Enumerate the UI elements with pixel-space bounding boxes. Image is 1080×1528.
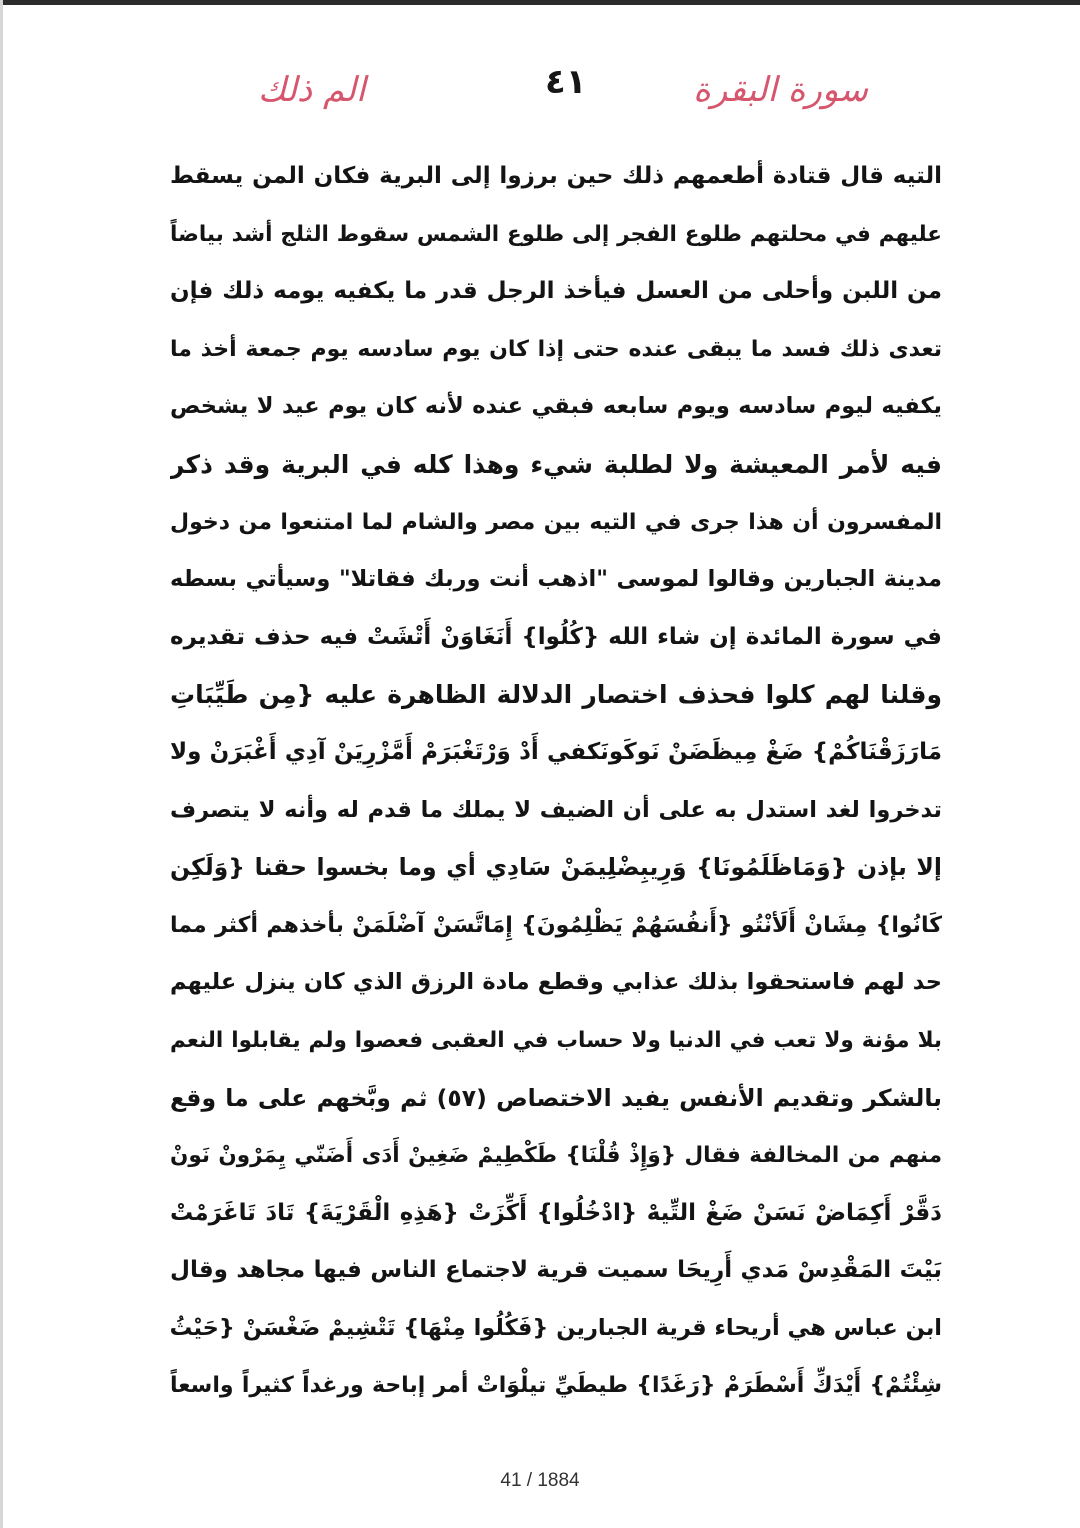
- text-line: شِئْتُمْ} أَيْدَكِّ أَسْطَرَمْ {رَغَدًا} طيطَيِّ تيلْوَاتْ أمر إباحة ورغداً كثيراً واسعاً: [170, 1373, 942, 1399]
- text-line: حد لهم فاستحقوا بذلك عذابي وقطع مادة الرزق الذي كان ينزل عليهم: [170, 969, 942, 996]
- text-line: تعدى ذلك فسد ما يبقى عنده حتى إذا كان يوم سادسه يوم جمعة أخذ ما: [170, 336, 942, 362]
- page-header: [0, 58, 1080, 128]
- text-line: مدينة الجبارين وقالوا لموسى "اذهب أنت وربك فقاتلا" وسيأتي بسطه: [170, 566, 942, 593]
- text-line: فيه لأمر المعيشة ولا لطلبة شيء وهذا كله في البرية وقد ذكر: [170, 449, 942, 479]
- text-line: تدخروا لغد استدل به على أن الضيف لا يملك ما قدم له وأنه لا يتصرف: [170, 796, 942, 823]
- text-line: مَارَزَقْنَاكُمْ} ضَغْ مِيظَضَنْ نَوكَونَكفي أَدْ وَرْتَغْبَرَمْ أَمَّزْرِيَنْ آدِي أَغْبَرَنْ ولا: [170, 738, 942, 765]
- text-line: التيه قال قتادة أطعمهم ذلك حين برزوا إلى البرية فكان المن يسقط: [170, 163, 942, 189]
- surah-title: سورة البقرة: [693, 70, 868, 110]
- text-line: كَانُوا} مِشَانْ أَلَأنْتُو {أَنفُسَهُمْ يَظْلِمُونَ} إِمَاتَّسَنْ آضْلَمَنْ بأخذهم أكثر مما: [170, 912, 942, 938]
- page-number: ٤١: [545, 62, 587, 102]
- text-line: إلا بإذن {وَمَاظَلَمُونَا} وَرِيبِضْلِيمَنْ سَادِي أي وما بخسوا حقنا {وَلَكِن: [170, 853, 942, 882]
- text-line: من اللبن وأحلى من العسل فيأخذ الرجل قدر ما يكفيه يومه ذلك فإن: [170, 278, 942, 305]
- text-line: دَقَّرْ أَكِمَاضْ نَسَنْ ضَغْ التِّيهْ {ادْخُلُوا} أَكِّزَتْ {هَذِهِ الْقَرْيَةَ} تَادَ تَاغَرَمْتْ: [170, 1199, 942, 1226]
- part-title: الم ذلك: [258, 70, 366, 110]
- pagination-indicator: 41 / 1884: [500, 1470, 580, 1491]
- text-line: بالشكر وتقديم الأنفس يفيد الاختصاص (٥٧) ثم وبَّخهم على ما وقع: [170, 1083, 942, 1112]
- text-line: في سورة المائدة إن شاء الله {كُلُوا} أَنَغَاوَنْ أَتْشَتْ فيه حذف تقديره: [170, 623, 942, 650]
- text-line: منهم من المخالفة فقال {وَإِذْ قُلْنَا} طَكْطِيمْ ضَغِينْ أَدَى أَضَنّي يِمَرْونْ نَونْ: [170, 1143, 942, 1169]
- text-line: ابن عباس هي أريحاء قرية الجبارين {فَكُلُوا مِنْهَا} تَتْشِيمْ ضَغْسَنْ {حَيْثُ: [170, 1314, 942, 1341]
- scan-top-edge: [0, 0, 1080, 5]
- page-body: [170, 148, 942, 1415]
- text-line: يكفيه ليوم سادسه ويوم سابعه فبقي عنده لأنه كان يوم عيد لا يشخص: [170, 393, 942, 420]
- text-line: المفسرون أن هذا جرى في التيه بين مصر والشام لما امتنعوا من دخول: [170, 509, 942, 535]
- text-line: وقلنا لهم كلوا فحذف اختصار الدلالة الظاهرة عليه {مِن طَيِّبَاتِ: [170, 680, 942, 710]
- text-line: عليهم في محلتهم طلوع الفجر إلى طلوع الشمس سقوط الثلج أشد بياضاً: [170, 221, 942, 247]
- text-line: بَيْتَ المَقْدِسْ مَدي أَرِيحَا سميت قرية لاجتماع الناس فيها مجاهد وقال: [170, 1257, 942, 1284]
- text-line: بلا مؤنة ولا تعب في الدنيا ولا حساب في العقبى فعصوا ولم يقابلوا النعم: [170, 1027, 942, 1053]
- scan-left-edge: [0, 0, 3, 1528]
